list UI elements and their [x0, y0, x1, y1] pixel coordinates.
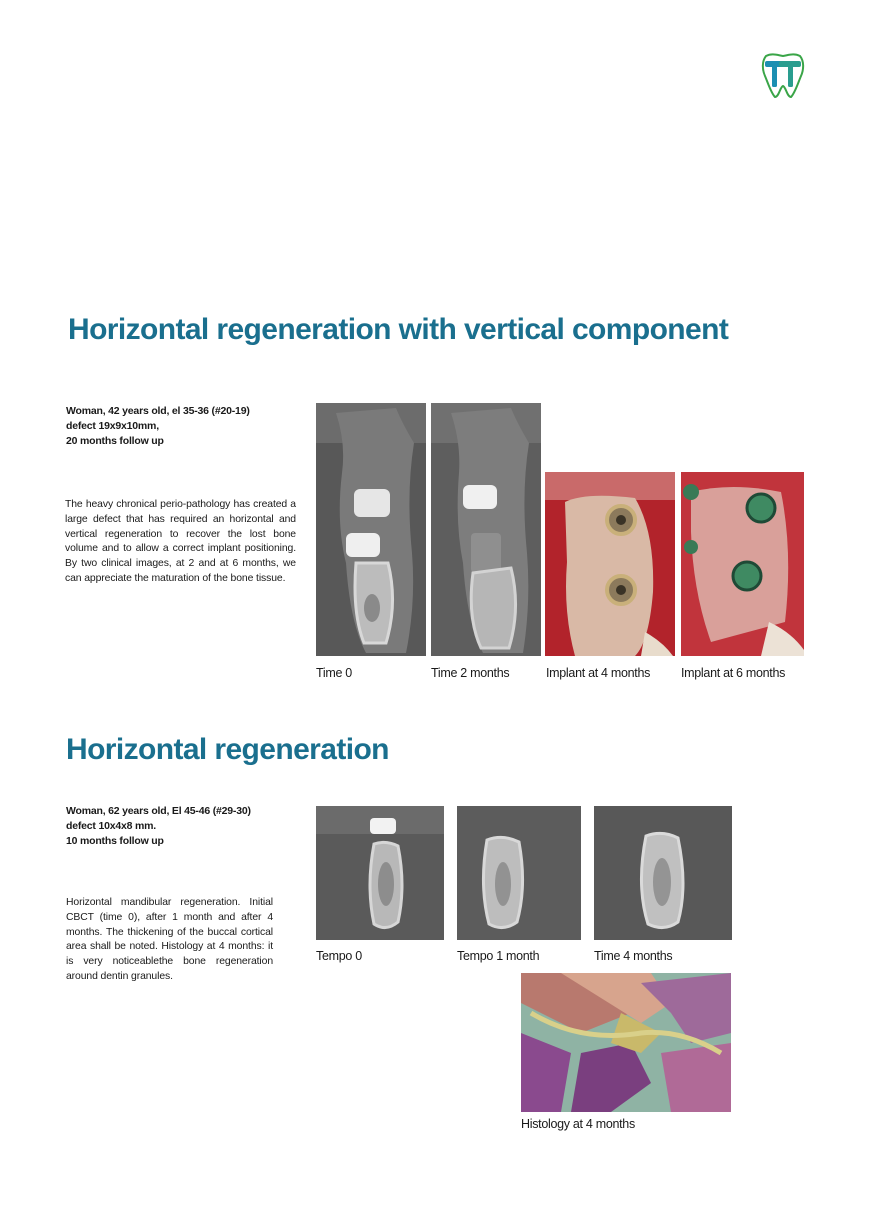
- cbct-image-tempo-1-month: [457, 806, 581, 940]
- image-caption: Implant at 6 months: [681, 666, 786, 680]
- case-line: defect 10x4x8 mm.: [66, 820, 156, 832]
- image-caption: Tempo 1 month: [457, 949, 540, 963]
- clinical-photo-4-months: [545, 472, 675, 656]
- cbct-image-tempo-0: [316, 806, 444, 940]
- cbct-image-2-months: [431, 403, 541, 656]
- case-description: The heavy chronical perio-pathology has created a large defect that has required an horizontal and vertical regeneration to recover the lost bone volume and to allow a correct implant positioning. By two clinical images, at 2 and at 6 months, we can appreciate the maturation of the bone tissue.: [65, 499, 296, 584]
- case-description: Horizontal mandibular regeneration. Initial CBCT (time 0), after 1 month and after 4 months. The thickening of the buccal cortical area shall be noted. Histology at 4 months: it is very noticeablethe bone regeneration around dentin granules.: [66, 897, 273, 982]
- cbct-image-time-0: [316, 403, 426, 656]
- image-caption: Time 0: [316, 666, 352, 680]
- case-info: [66, 404, 250, 449]
- cbct-image-time-4-months: [594, 806, 732, 940]
- case-line: defect 19x9x10mm,: [66, 420, 159, 432]
- case-line: Woman, 42 years old, el 35-36 (#20-19): [66, 405, 250, 417]
- case-info: [66, 804, 251, 849]
- image-caption: Time 4 months: [594, 949, 673, 963]
- image-caption: Time 2 months: [431, 666, 510, 680]
- image-caption: Implant at 4 months: [546, 666, 651, 680]
- histology-image: [521, 973, 731, 1112]
- image-caption: Histology at 4 months: [521, 1117, 635, 1131]
- section-title: Horizontal regeneration with vertical component: [68, 313, 729, 346]
- case-line: 10 months follow up: [66, 835, 164, 847]
- image-caption: Tempo 0: [316, 949, 362, 963]
- tooth-logo-icon: [759, 53, 807, 99]
- clinical-photo-6-months: [681, 472, 804, 656]
- case-line: 20 months follow up: [66, 435, 164, 447]
- case-line: Woman, 62 years old, El 45-46 (#29-30): [66, 805, 251, 817]
- section-title: Horizontal regeneration: [66, 733, 389, 766]
